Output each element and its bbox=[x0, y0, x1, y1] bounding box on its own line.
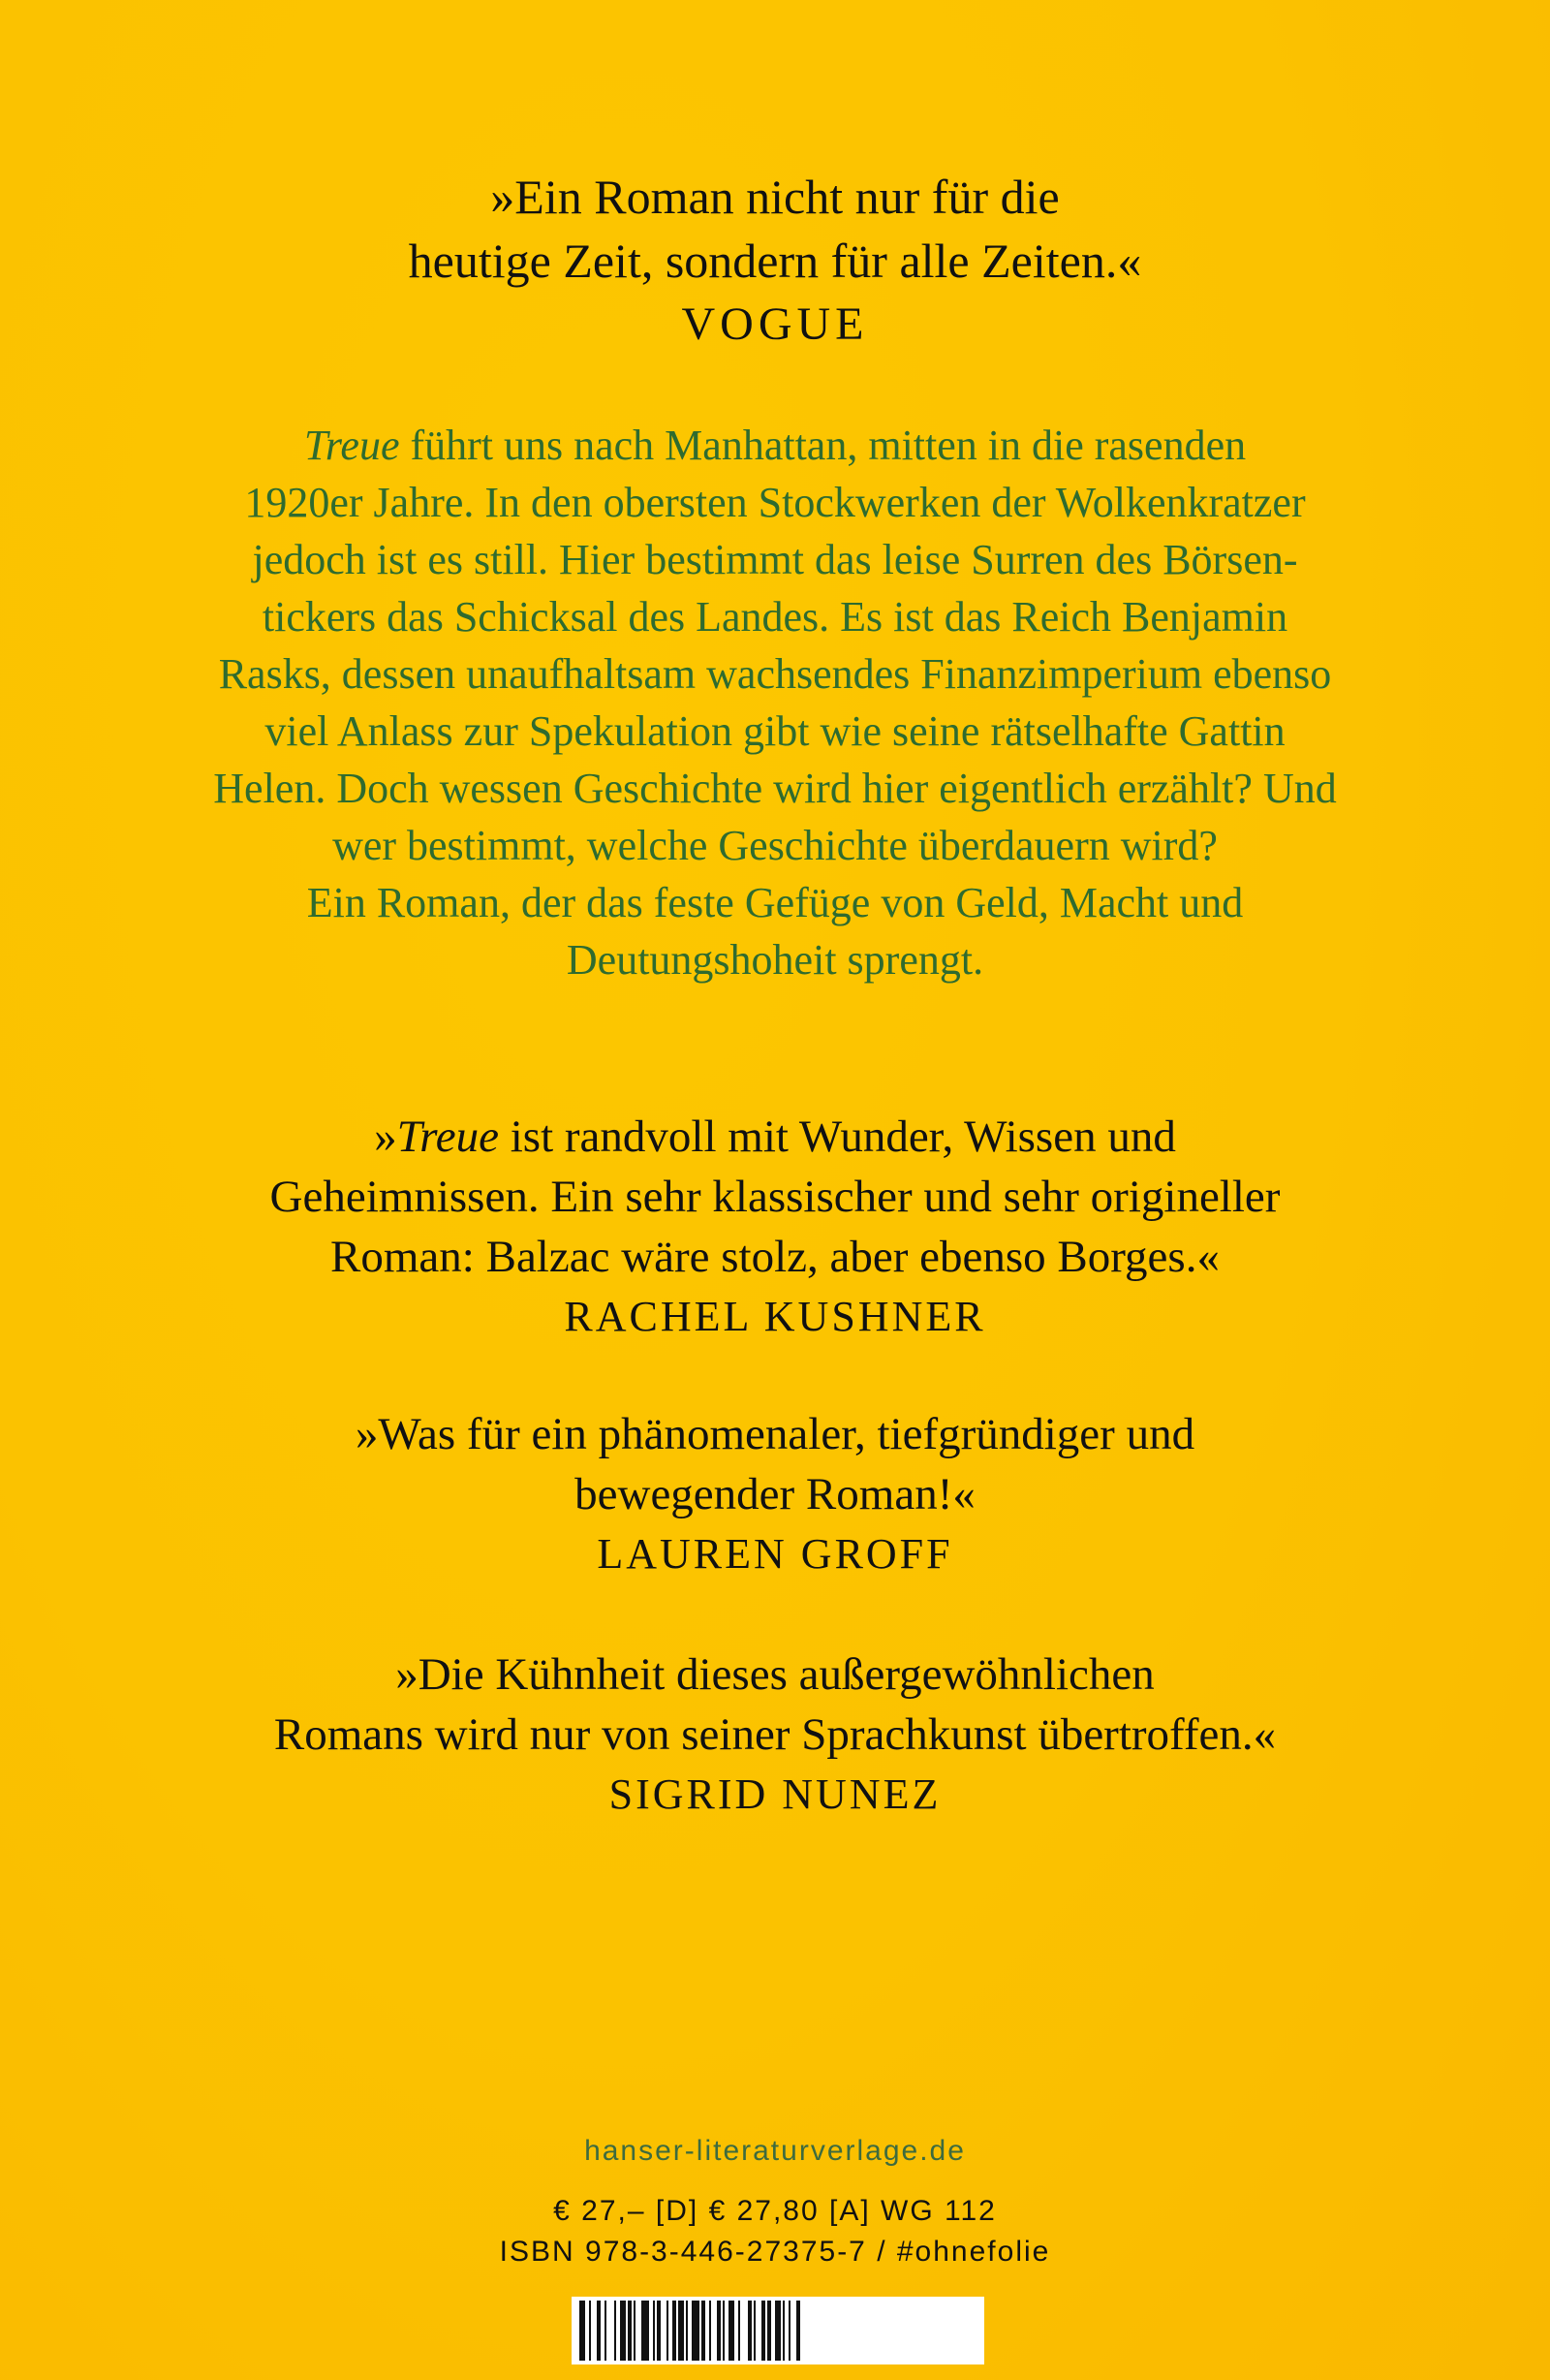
quote-line: Roman: Balzac wäre stolz, aber ebenso Borges.« bbox=[330, 1232, 1220, 1282]
book-blurb bbox=[0, 417, 1550, 988]
kushner-quote bbox=[0, 1107, 1550, 1347]
barcode-bar bbox=[709, 2301, 711, 2361]
quote-line: »Ein Roman nicht nur für die bbox=[490, 170, 1060, 224]
isbn-info: ISBN 978-3-446-27375-7 / #ohnefolie bbox=[499, 2236, 1051, 2268]
book-title: Treue bbox=[396, 1112, 499, 1162]
blurb-line: wer bestimmt, welche Geschichte überdauern wird? bbox=[332, 822, 1218, 869]
book-title: Treue bbox=[303, 422, 400, 469]
barcode-bar bbox=[728, 2301, 734, 2361]
blurb-line: Rasks, dessen unaufhaltsam wachsendes Finanzimperium ebenso bbox=[218, 650, 1332, 698]
nunez-quote bbox=[0, 1644, 1550, 1825]
publisher-footer bbox=[0, 2132, 1550, 2171]
barcode-bar bbox=[686, 2301, 688, 2361]
barcode bbox=[572, 2297, 984, 2364]
barcode-bar bbox=[692, 2301, 699, 2361]
barcode-bar bbox=[701, 2301, 705, 2361]
barcode-bar bbox=[678, 2301, 684, 2361]
barcode-bar bbox=[672, 2301, 676, 2361]
barcode-bar bbox=[796, 2301, 800, 2361]
barcode-bar bbox=[597, 2301, 601, 2361]
quote-attribution: SIGRID NUNEZ bbox=[608, 1770, 942, 1818]
quote-attribution: RACHEL KUSHNER bbox=[564, 1293, 986, 1340]
barcode-bar bbox=[723, 2301, 725, 2361]
price-info: € 27,– [D] € 27,80 [A] WG 112 bbox=[553, 2195, 997, 2227]
barcode-bar bbox=[620, 2301, 626, 2361]
quote-line: »Die Kühnheit dieses außergewöhnlichen bbox=[395, 1649, 1155, 1700]
barcode-graphic bbox=[572, 2297, 984, 2364]
quote-attribution: LAUREN GROFF bbox=[597, 1530, 953, 1578]
barcode-bar bbox=[767, 2301, 771, 2361]
barcode-bar bbox=[761, 2301, 765, 2361]
price-block bbox=[0, 2191, 1550, 2272]
blurb-line: jedoch ist es still. Hier bestimmt das leise Surren des Börsen- bbox=[252, 536, 1298, 583]
quote-line: »Was für ein phänomenaler, tiefgründiger und bbox=[355, 1409, 1195, 1459]
barcode-bar bbox=[614, 2301, 616, 2361]
blurb-line: Ein Roman, der das feste Gefüge von Geld, Macht und bbox=[306, 879, 1244, 926]
blurb-line: Treue führt uns nach Manhattan, mitten in die rasenden bbox=[303, 422, 1247, 469]
barcode-bar bbox=[754, 2301, 756, 2361]
barcode-bar bbox=[657, 2301, 661, 2361]
barcode-bar bbox=[634, 2301, 636, 2361]
blurb-line: Deutungshoheit sprengt. bbox=[566, 936, 984, 984]
quote-line: heutige Zeit, sondern für alle Zeiten.« bbox=[408, 234, 1142, 288]
blurb-line: tickers das Schicksal des Landes. Es ist das Reich Benjamin bbox=[262, 593, 1288, 641]
barcode-bar bbox=[748, 2301, 752, 2361]
quote-line: bewegender Roman!« bbox=[574, 1469, 976, 1519]
barcode-bar bbox=[589, 2301, 591, 2361]
quote-attribution: VOGUE bbox=[681, 298, 869, 350]
quote-line: Geheimnissen. Ein sehr klassischer und sehr origineller bbox=[269, 1172, 1281, 1222]
barcode-bar bbox=[789, 2301, 790, 2361]
quote-line: »Treue ist randvoll mit Wunder, Wissen und bbox=[374, 1112, 1176, 1162]
groff-quote bbox=[0, 1404, 1550, 1584]
barcode-bar bbox=[653, 2301, 655, 2361]
barcode-bar bbox=[666, 2301, 668, 2361]
publisher-website-link[interactable]: hanser-literaturverlage.de bbox=[584, 2135, 966, 2167]
barcode-bar bbox=[604, 2301, 606, 2361]
barcode-bar bbox=[717, 2301, 721, 2361]
barcode-bar bbox=[775, 2301, 781, 2361]
barcode-bar bbox=[783, 2301, 785, 2361]
blurb-line: 1920er Jahre. In den obersten Stockwerken der Wolkenkratzer bbox=[244, 479, 1306, 526]
barcode-bar bbox=[579, 2301, 585, 2361]
barcode-bar bbox=[738, 2301, 740, 2361]
vogue-quote bbox=[0, 165, 1550, 357]
blurb-line: Helen. Doch wessen Geschichte wird hier eigentlich erzählt? Und bbox=[213, 765, 1337, 812]
barcode-bar bbox=[641, 2301, 649, 2361]
barcode-bar bbox=[628, 2301, 632, 2361]
quote-line: Romans wird nur von seiner Sprachkunst übertroffen.« bbox=[273, 1709, 1277, 1760]
blurb-line: viel Anlass zur Spekulation gibt wie seine rätselhafte Gattin bbox=[264, 707, 1286, 755]
